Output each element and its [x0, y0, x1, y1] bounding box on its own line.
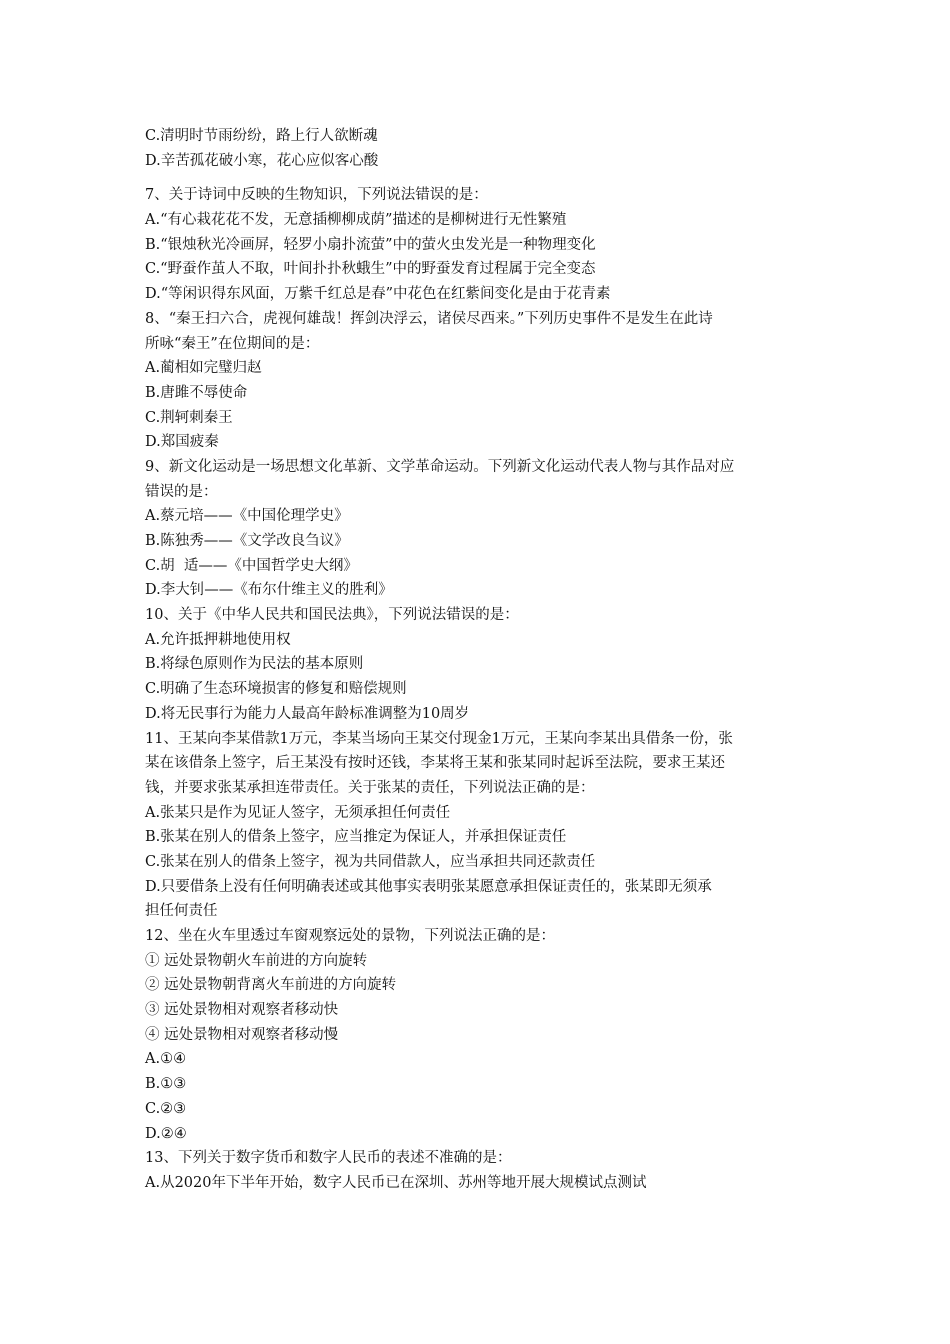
exam-page	[145, 124, 815, 1196]
option-line: C.“野蚕作茧人不取，叶间扑扑秋蛾生”中的野蚕发育过程属于完全变态	[145, 261, 596, 278]
option-line: A.蔺相如完璧归赵	[145, 360, 262, 377]
option-line: C.清明时节雨纷纷，路上行人欲断魂	[145, 128, 378, 144]
spacer	[145, 173, 815, 183]
option-line: C.②③	[145, 1100, 187, 1117]
option-line: A.①④	[145, 1051, 187, 1068]
statement-line: ② 远处景物朝背离火车前进的方向旋转	[145, 977, 397, 994]
option-line: B.陈独秀——《文学改良刍议》	[145, 533, 349, 549]
option-line: D.②④	[145, 1125, 187, 1142]
option-line: A.允许抵押耕地使用权	[145, 631, 291, 648]
option-line: B.“银烛秋光冷画屏，轻罗小扇扑流萤”中的萤火虫发光是一种物理变化	[145, 236, 596, 253]
option-line: A.张某只是作为见证人签字，无须承担任何责任	[145, 804, 451, 821]
option-line: A.“有心栽花花不发，无意插柳柳成荫”描述的是柳树进行无性繁殖	[145, 212, 567, 229]
question-line: 11、王某向李某借款1万元，李某当场向王某交付现金1万元，王某向李某出具借条一份，张	[145, 730, 733, 747]
option-line: D.李大钊——《布尔什维主义的胜利》	[145, 582, 393, 599]
option-line: C.荆轲刺秦王	[145, 409, 233, 426]
statement-line: ④ 远处景物相对观察者移动慢	[145, 1026, 339, 1043]
option-line: D.“等闲识得东风面，万紫千红总是春”中花色在红紫间变化是由于花青素	[145, 286, 611, 303]
option-line: A.从2020年下半年开始，数字人民币已在深圳、苏州等地开展大规模试点测试	[145, 1174, 647, 1191]
option-line: B.唐雎不辱使命	[145, 384, 248, 401]
statement-line: ① 远处景物朝火车前进的方向旋转	[145, 952, 368, 969]
question-line: 10、关于《中华人民共和国民法典》，下列说法错误的是：	[145, 607, 519, 624]
option-line: B.张某在别人的借条上签字，应当推定为保证人，并承担保证责任	[145, 829, 567, 846]
question-line: 9、新文化运动是一场思想文化革新、文学革命运动。下列新文化运动代表人物与其作品对应	[145, 458, 735, 475]
option-line: D.将无民事行为能力人最高年龄标准调整为10周岁	[145, 705, 470, 722]
option-line: D.只要借条上没有任何明确表述或其他事实表明张某愿意承担保证责任的，张某即无须承	[145, 878, 712, 895]
question-line: 所咏“秦王”在位期间的是：	[145, 335, 320, 352]
question-line: 8、“秦王扫六合，虎视何雄哉！挥剑决浮云，诸侯尽西来。”下列历史事件不是发生在此诗	[145, 310, 713, 327]
question-line: 12、坐在火车里透过车窗观察远处的景物，下列说法正确的是：	[145, 928, 555, 944]
question-line: 错误的是：	[145, 483, 218, 500]
option-line: C.胡 适——《中国哲学史大纲》	[145, 557, 358, 574]
statement-line: ③ 远处景物相对观察者移动快	[145, 1002, 339, 1019]
option-line: C.张某在别人的借条上签字，视为共同借款人，应当承担共同还款责任	[145, 853, 596, 870]
option-line: D.郑国疲秦	[145, 434, 219, 451]
option-line: B.①③	[145, 1076, 187, 1093]
option-line: A.蔡元培——《中国伦理学史》	[145, 508, 349, 525]
question-line: 钱，并要求张某承担连带责任。关于张某的责任，下列说法正确的是：	[145, 779, 595, 796]
question-line: 7、关于诗词中反映的生物知识，下列说法错误的是：	[145, 187, 488, 204]
question-line: 13、下列关于数字货币和数字人民币的表述不准确的是：	[145, 1150, 512, 1167]
question-line: 某在该借条上签字，后王某没有按时还钱，李某将王某和张某同时起诉至法院，要求王某还	[145, 755, 725, 772]
option-line: C.明确了生态环境损害的修复和赔偿规则	[145, 681, 407, 698]
option-line: 担任何责任	[145, 903, 218, 920]
option-line: B.将绿色原则作为民法的基本原则	[145, 656, 364, 673]
option-line: D.辛苦孤花破小寒，花心应似客心酸	[145, 152, 379, 169]
